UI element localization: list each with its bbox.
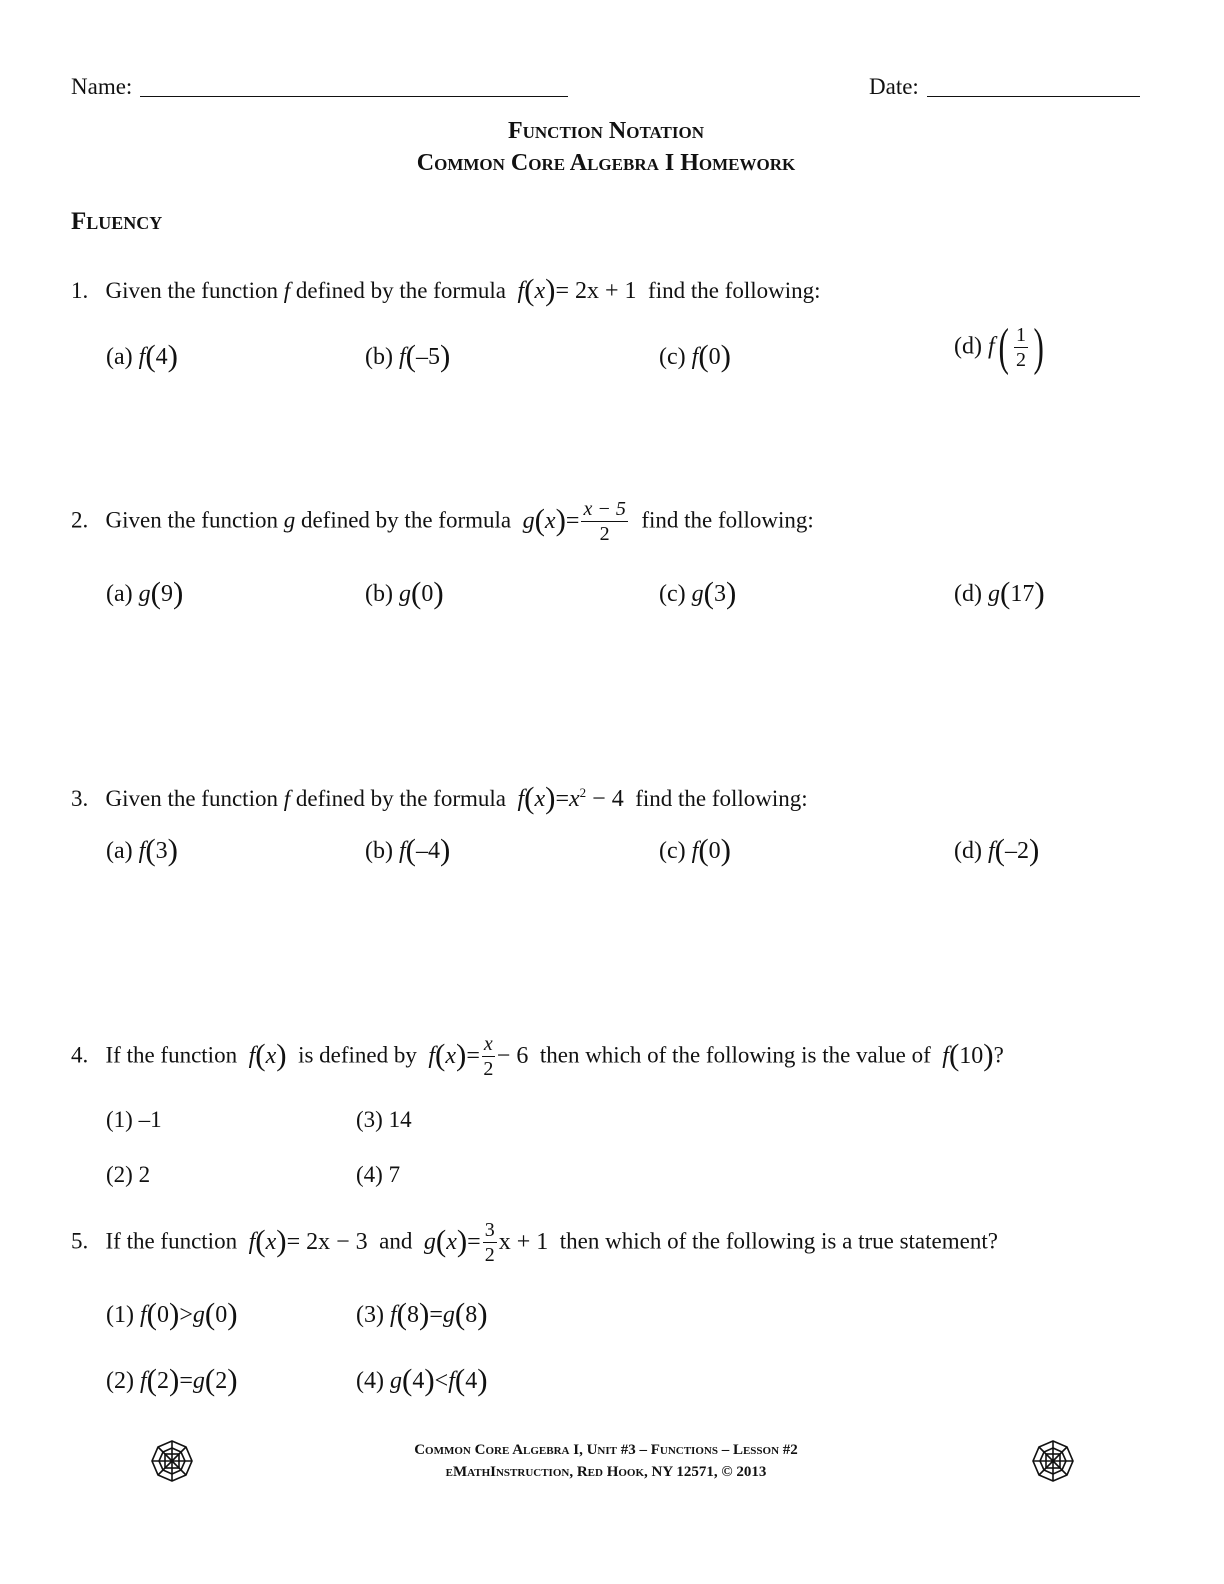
q3-part-c: (c) f(0) [659, 832, 731, 867]
section-heading: Fluency [71, 208, 163, 235]
q4-choice-2[interactable]: (2) 2 [106, 1162, 151, 1187]
q1-number: 1. [71, 278, 89, 303]
q2-part-b: (b) g(0) [365, 575, 444, 610]
q1-part-a: (a) f(4) [106, 338, 178, 373]
q5-choice-1[interactable]: (1) f(0)>g(0) [106, 1296, 238, 1331]
q5-choice-4[interactable]: (4) g(4)<f(4) [356, 1362, 488, 1397]
q3-part-d: (d) f(–2) [954, 832, 1040, 867]
date-label: Date: [869, 74, 919, 99]
q5-g-formula: g(x)= $\frac{3}{2}$ x + 1 [423, 1219, 549, 1266]
q4-f10: f(10) [942, 1036, 994, 1072]
q4-text-before: If the function [105, 1042, 238, 1068]
name-field[interactable] [140, 96, 568, 97]
q1-part-b: (b) f(–5) [365, 338, 451, 373]
page-subtitle: Common Core Algebra I Homework [416, 150, 796, 176]
q5-and: and [379, 1228, 413, 1254]
date-field[interactable] [927, 96, 1140, 97]
q1-part-d: (d) f( $\frac{1}{2}$ ) [954, 319, 1044, 376]
q3-part-b: (b) f(–4) [365, 832, 451, 867]
q1-text-after: find the following: [648, 278, 821, 303]
footer-line-2: eMathInstruction, Red Hook, NY 12571, © 2013 [445, 1463, 767, 1480]
question-4: 4. If the function f(x) is defined by f(x)= $\frac{x}{2}$ − 6 then which of the following is the value of f(10)? [71, 1033, 1004, 1080]
q5-choice-3[interactable]: (3) f(8)=g(8) [356, 1296, 488, 1331]
q2-number: 2. [71, 507, 89, 533]
q2-part-c: (c) g(3) [659, 575, 737, 610]
q5-number: 5. [71, 1228, 89, 1254]
q3-number: 3. [71, 786, 89, 811]
q3-text-after: find the following: [635, 786, 808, 811]
q3-formula: $f(x)=x^2 - 4$ [517, 780, 624, 815]
q4-choice-4[interactable]: (4) 7 [356, 1162, 401, 1187]
q1-text-mid: defined by the formula [295, 278, 506, 303]
q4-choice-1[interactable]: (1) –1 [106, 1107, 162, 1132]
q1-part-c: (c) f(0) [659, 338, 731, 373]
question-1 [71, 272, 821, 307]
q1-fn: f [283, 278, 291, 303]
name-label: Name: [71, 74, 133, 99]
q5-text-after: then which of the following is a true statement? [559, 1228, 998, 1254]
q3-part-a: (a) f(3) [106, 832, 178, 867]
q1-formula: f(x)= 2x + 1 [517, 272, 637, 307]
footer [0, 1440, 1212, 1484]
q5-choice-2[interactable]: (2) f(2)=g(2) [106, 1362, 238, 1397]
q4-number: 4. [71, 1042, 89, 1068]
q2-part-a: (a) g(9) [106, 575, 184, 610]
q3-text-mid: defined by the formula [295, 786, 506, 811]
question-2 [71, 499, 814, 545]
q5-text-before: If the function [105, 1228, 238, 1254]
q3-text-before: Given the function [105, 786, 278, 811]
q2-text-after: find the following: [641, 507, 814, 533]
q5-f-formula: f(x)= 2x − 3 [248, 1222, 368, 1258]
q4-choice-3[interactable]: (3) 14 [356, 1107, 412, 1132]
q3-fn: f [283, 786, 291, 811]
page-title: Function Notation [507, 118, 705, 144]
footer-line-1: Common Core Algebra I, Unit #3 – Functions – Lesson #2 [414, 1442, 798, 1458]
q2-text-mid: defined by the formula [300, 507, 512, 533]
q2-fn: g [283, 507, 296, 533]
q2-formula: g(x)= $\frac{x - 5}{2}$ [522, 498, 626, 545]
question-5 [71, 1220, 998, 1266]
q2-part-d: (d) g(17) [954, 575, 1045, 610]
q4-formula: f(x)= $\frac{x}{2}$ − 6 [428, 1033, 529, 1080]
question-3 [71, 780, 808, 815]
q2-text-before: Given the function [105, 507, 278, 533]
q4-fx: f(x) [248, 1036, 287, 1072]
q1-text-before: Given the function [105, 278, 278, 303]
q4-text-after: then which of the following is the value of [539, 1042, 931, 1068]
q4-text-mid: is defined by [298, 1042, 417, 1068]
